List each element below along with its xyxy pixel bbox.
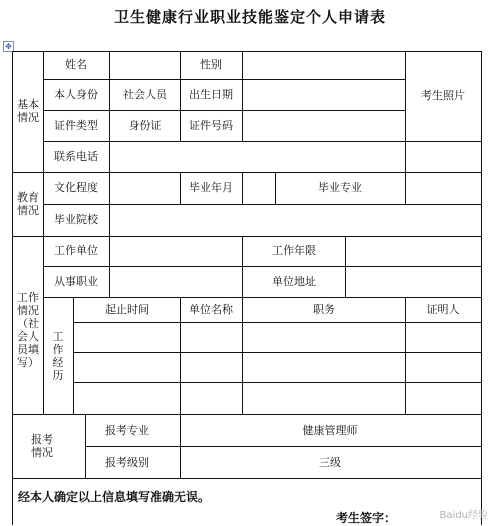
work-unit-label: 工作单位 bbox=[54, 244, 98, 257]
name-label: 姓名 bbox=[65, 58, 87, 71]
photo-placeholder[interactable]: 考生照片 bbox=[421, 89, 465, 102]
identity-value[interactable]: 社会人员 bbox=[123, 88, 167, 101]
school-label: 毕业院校 bbox=[54, 213, 98, 226]
gender-label: 性别 bbox=[200, 58, 222, 71]
declaration-text: 经本人确定以上信息填写准确无误。 bbox=[18, 490, 211, 504]
doc-type-label: 证件类型 bbox=[54, 119, 98, 132]
grad-month-label: 毕业年月 bbox=[189, 181, 233, 194]
education-level-label: 文化程度 bbox=[54, 181, 98, 194]
doc-type-value[interactable]: 身份证 bbox=[128, 119, 162, 132]
form-title: 卫生健康行业职业技能鉴定个人申请表 bbox=[113, 8, 386, 26]
apply-major-value[interactable]: 健康管理师 bbox=[302, 424, 358, 437]
section-basic-label: 基本 情况 bbox=[17, 98, 39, 124]
section-work-label: 工作 情况 （社 会人 员填 写） bbox=[17, 291, 39, 369]
section-education-label: 教育 情况 bbox=[17, 191, 39, 217]
table-move-handle-icon[interactable]: ✥ bbox=[3, 41, 14, 52]
major-label: 毕业专业 bbox=[318, 181, 362, 194]
history-header-period: 起止时间 bbox=[105, 303, 149, 316]
history-header-unit: 单位名称 bbox=[189, 303, 233, 316]
watermark: Baidu经验 bbox=[439, 510, 488, 521]
history-header-witness: 证明人 bbox=[426, 303, 460, 316]
work-history-label: 工 作 经 历 bbox=[52, 330, 64, 382]
work-years-label: 工作年限 bbox=[272, 244, 316, 257]
phone-label: 联系电话 bbox=[54, 150, 98, 163]
birthdate-label: 出生日期 bbox=[189, 88, 233, 101]
doc-number-label: 证件号码 bbox=[189, 119, 233, 132]
history-header-position: 职务 bbox=[313, 303, 335, 316]
apply-level-label: 报考级别 bbox=[105, 456, 149, 469]
job-label: 从事职业 bbox=[54, 275, 98, 288]
apply-major-label: 报考专业 bbox=[105, 424, 149, 437]
identity-label: 本人身份 bbox=[54, 88, 98, 101]
signature-label: 考生签字： bbox=[336, 511, 397, 525]
section-apply-label: 报考 情况 bbox=[31, 433, 53, 459]
apply-level-value[interactable]: 三级 bbox=[319, 456, 341, 469]
unit-address-label: 单位地址 bbox=[272, 275, 316, 288]
